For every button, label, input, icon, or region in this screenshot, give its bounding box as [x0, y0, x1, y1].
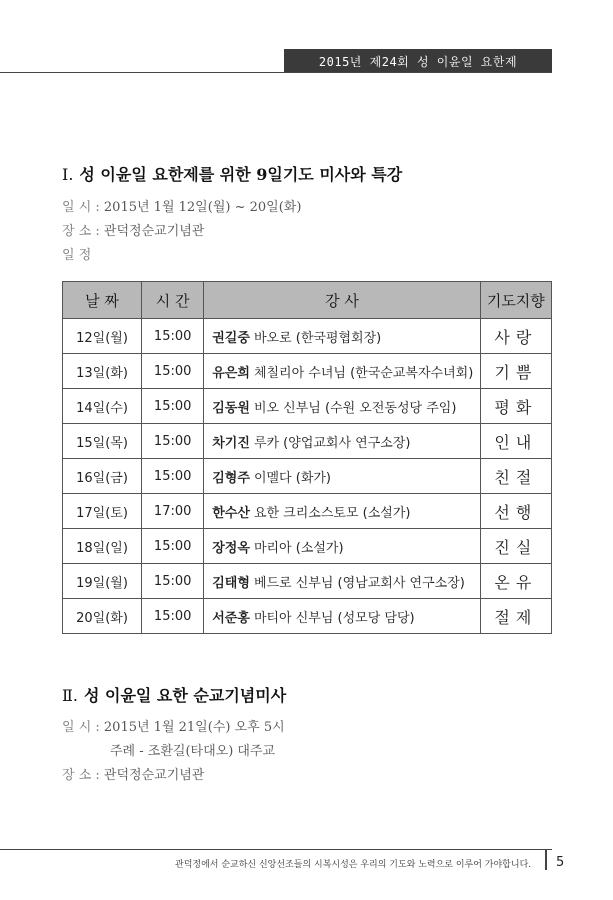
running-header-title: 2015년 제24회 성 이윤일 요한제 [318, 54, 518, 69]
running-header [284, 49, 552, 73]
row-speaker [204, 529, 480, 564]
footer-text: 관덕정에서 순교하신 신앙선조들의 시복시성은 우리의 기도와 노력으로 이루어 가야합니다. [175, 860, 532, 870]
table-row [63, 424, 552, 459]
table-row [63, 459, 552, 494]
section-2-number: Ⅱ. [62, 686, 78, 705]
row-time: 15:00 [142, 389, 204, 424]
speaker-name: 김형주 [212, 470, 250, 486]
table-header-row [63, 282, 552, 319]
header-speaker: 강 사 [204, 282, 480, 319]
row-date: 19일(월) [63, 564, 142, 599]
footer-rule [0, 849, 552, 850]
row-speaker [204, 599, 480, 634]
speaker-detail: 마리아 (소설가) [253, 540, 344, 556]
row-theme: 인내 [480, 424, 551, 459]
row-speaker [204, 564, 480, 599]
section-1-place-label: 장 소 : [62, 224, 104, 239]
row-theme: 선행 [480, 494, 551, 529]
row-speaker [204, 319, 480, 354]
table-row [63, 319, 552, 354]
table-row [63, 564, 552, 599]
section-2-place-value: 관덕정순교기념관 [103, 768, 205, 783]
speaker-detail: 바오로 (한국평협회장) [253, 330, 382, 346]
section-1-place [62, 220, 204, 239]
speaker-name: 한수산 [212, 505, 250, 521]
row-date: 12일(월) [63, 319, 142, 354]
section-2-celebrant: 주례 - 조환길(타대오) 대주교 [110, 744, 276, 759]
row-time: 15:00 [142, 319, 204, 354]
row-speaker [204, 459, 480, 494]
section-1-number: Ⅰ. [62, 165, 74, 184]
section-1-date-value: 2015년 1월 12일(월) ~ 20일(화) [103, 200, 302, 215]
page-number: 5 [556, 855, 565, 870]
row-date: 18일(일) [63, 529, 142, 564]
row-speaker [204, 494, 480, 529]
header-rule [0, 72, 552, 73]
section-1-title [62, 162, 402, 185]
row-theme: 온유 [480, 564, 551, 599]
schedule-table [62, 281, 552, 634]
speaker-name: 유은희 [212, 365, 250, 381]
section-2-date-value: 2015년 1월 21일(수) 오후 5시 [103, 720, 285, 735]
table-row [63, 389, 552, 424]
section-2-heading: 성 이윤일 요한 순교기념미사 [83, 686, 287, 705]
row-time: 15:00 [142, 564, 204, 599]
section-2-title [62, 683, 286, 706]
header-date: 날 짜 [63, 282, 142, 319]
row-date: 15일(목) [63, 424, 142, 459]
speaker-detail: 마티아 신부님 (성모당 담당) [253, 610, 415, 626]
footer-divider [545, 850, 547, 870]
table-row [63, 599, 552, 634]
row-speaker [204, 424, 480, 459]
section-1-place-value: 관덕정순교기념관 [103, 224, 205, 239]
speaker-name: 김태형 [212, 575, 250, 591]
row-date: 13일(화) [63, 354, 142, 389]
speaker-detail: 베드로 신부님 (영남교회사 연구소장) [253, 575, 465, 591]
row-date: 20일(화) [63, 599, 142, 634]
row-time: 15:00 [142, 599, 204, 634]
speaker-name: 장정옥 [212, 540, 250, 556]
section-1-date [62, 196, 301, 215]
section-2-date [62, 716, 285, 735]
row-time: 15:00 [142, 424, 204, 459]
speaker-detail: 이멜다 (화가) [253, 470, 332, 486]
row-speaker [204, 389, 480, 424]
speaker-detail: 체칠리아 수녀님 (한국순교복자수녀회) [253, 365, 474, 381]
speaker-detail: 루카 (양업교회사 연구소장) [253, 435, 411, 451]
header-time: 시 간 [142, 282, 204, 319]
section-2-place [62, 764, 204, 783]
row-theme: 절제 [480, 599, 551, 634]
speaker-name: 차기진 [212, 435, 250, 451]
section-1-date-label: 일 시 : [62, 200, 104, 215]
row-theme: 진실 [480, 529, 551, 564]
speaker-detail: 요한 크리소스토모 (소설가) [253, 505, 411, 521]
row-theme: 기쁨 [480, 354, 551, 389]
row-date: 16일(금) [63, 459, 142, 494]
row-time: 15:00 [142, 529, 204, 564]
section-2-date-label: 일 시 : [62, 720, 104, 735]
header-theme: 기도지향 [480, 282, 551, 319]
row-speaker [204, 354, 480, 389]
speaker-name: 서준홍 [212, 610, 250, 626]
row-time: 15:00 [142, 459, 204, 494]
row-time: 17:00 [142, 494, 204, 529]
speaker-name: 권길중 [212, 330, 250, 346]
section-1-schedule-label: 일 정 [62, 248, 92, 263]
table-row [63, 494, 552, 529]
speaker-detail: 비오 신부님 (수원 오전동성당 주임) [253, 400, 457, 416]
row-theme: 평화 [480, 389, 551, 424]
section-2-place-label: 장 소 : [62, 768, 104, 783]
row-date: 14일(수) [63, 389, 142, 424]
table-row [63, 529, 552, 564]
section-1-heading: 성 이윤일 요한제를 위한 9일기도 미사와 특강 [79, 165, 403, 184]
speaker-name: 김동원 [212, 400, 250, 416]
row-theme: 친절 [480, 459, 551, 494]
row-date: 17일(토) [63, 494, 142, 529]
row-time: 15:00 [142, 354, 204, 389]
row-theme: 사랑 [480, 319, 551, 354]
table-row [63, 354, 552, 389]
